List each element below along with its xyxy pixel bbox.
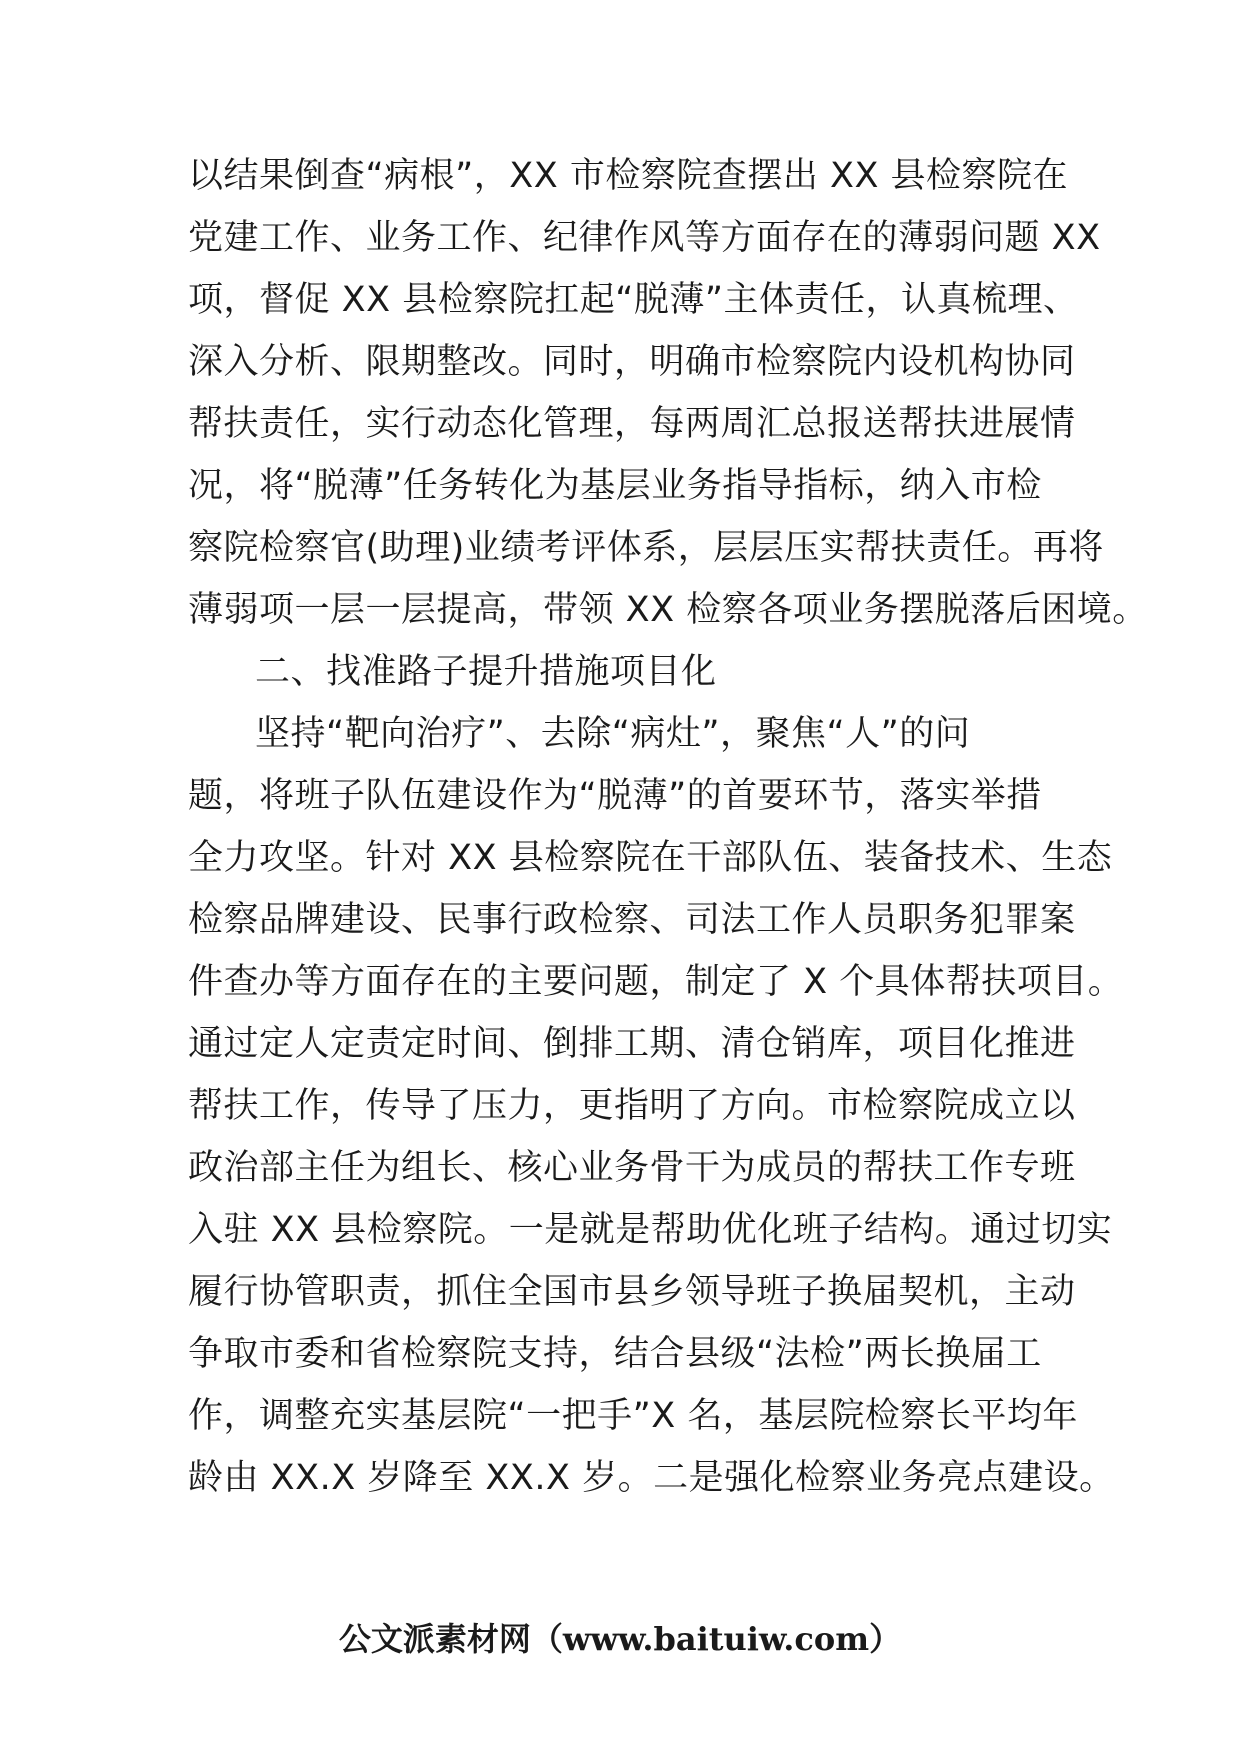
paragraph-first-line: 坚持“靶向治疗”、去除“病灶”，聚焦“人”的问 [255, 714, 971, 754]
text-line: 全力攻坚。针对 XX 县检察院在干部队伍、装备技术、生态 [188, 838, 1113, 878]
text-line: 履行协管职责，抓住全国市县乡领导班子换届契机，主动 [188, 1272, 1076, 1312]
text-line: 况，将“脱薄”任务转化为基层业务指导指标，纳入市检 [188, 466, 1042, 506]
text-line: 龄由 XX.X 岁降至 XX.X 岁。二是强化检察业务亮点建设。 [188, 1458, 1115, 1498]
text-line: 察院检察官(助理)业绩考评体系，层层压实帮扶责任。再将 [188, 528, 1104, 568]
page-footer: 公文派素材网（www.baituiw.com） [338, 1620, 902, 1658]
text-line: 作，调整充实基层院“一把手”X 名，基层院检察长平均年 [188, 1396, 1078, 1436]
section-heading: 二、找准路子提升措施项目化 [255, 652, 717, 692]
text-line: 入驻 XX 县检察院。一是就是帮助优化班子结构。通过切实 [188, 1210, 1113, 1250]
text-line: 薄弱项一层一层提高，带领 XX 检察各项业务摆脱落后困境。 [188, 590, 1148, 630]
text-line: 项，督促 XX 县检察院扛起“脱薄”主体责任，认真梳理、 [188, 280, 1079, 320]
text-line: 通过定人定责定时间、倒排工期、清仓销库，项目化推进 [188, 1024, 1076, 1064]
text-line: 以结果倒查“病根”，XX 市检察院查摆出 XX 县检察院在 [188, 156, 1069, 196]
text-line: 政治部主任为组长、核心业务骨干为成员的帮扶工作专班 [188, 1148, 1076, 1188]
text-line: 党建工作、业务工作、纪律作风等方面存在的薄弱问题 XX [188, 218, 1101, 258]
text-line: 题，将班子队伍建设作为“脱薄”的首要环节，落实举措 [188, 776, 1042, 816]
text-line: 检察品牌建设、民事行政检察、司法工作人员职务犯罪案 [188, 900, 1076, 940]
text-line: 深入分析、限期整改。同时，明确市检察院内设机构协同 [188, 342, 1076, 382]
text-line: 件查办等方面存在的主要问题，制定了 X 个具体帮扶项目。 [188, 962, 1124, 1002]
text-line: 帮扶责任，实行动态化管理，每两周汇总报送帮扶进展情 [188, 404, 1076, 444]
text-line: 帮扶工作，传导了压力，更指明了方向。市检察院成立以 [188, 1086, 1076, 1126]
text-line: 争取市委和省检察院支持，结合县级“法检”两长换届工 [188, 1334, 1042, 1374]
